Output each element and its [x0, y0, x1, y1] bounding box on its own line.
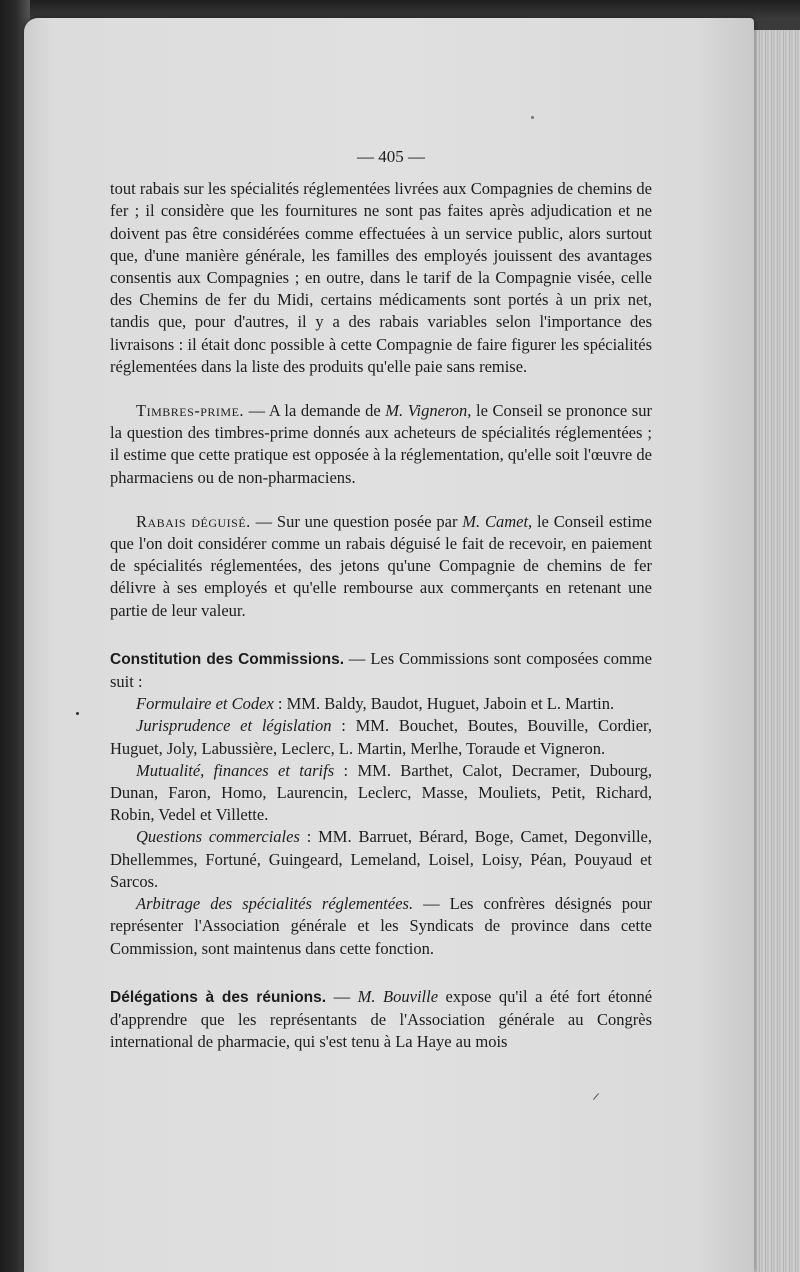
book-page [24, 18, 754, 1272]
paragraph-rabais-compagnies: tout rabais sur les spécialités réglementées livrées aux Compagnies de chemins de fer ; il considère que les fournitures ne sont pas faites après adjudication et ne doivent pas être considérées comme effectuées à un service public, alors surtout que, d'une manière générale, les familles des employés jouissent des avantages consentis aux Compagnies ; en outre, dans le tarif de la Compagnie visée, celle des Chemins de fer du Midi, certains médicaments sont portés à un prix net, tandis que, pour d'autres, il y a des rabais variables selon l'importance des livraisons : il était donc possible à cette Compagnie de faire figurer les spécialités réglementées dans la liste des produits qu'elle paie sans remise. [110, 179, 652, 376]
section-rabais-deguise [110, 511, 652, 622]
page-number: — 405 — [357, 147, 425, 166]
commission-item [110, 893, 652, 960]
section-delegations [110, 986, 652, 1054]
section-heading-timbres-prime: Timbres-prime. [136, 401, 245, 421]
timbres-person-name: M. Vigneron, [385, 401, 472, 421]
page-content [110, 146, 652, 1053]
rabais-text-before: — Sur une question posée par [250, 511, 463, 531]
commission-item [110, 760, 652, 827]
section-constitution-commissions [110, 648, 652, 693]
section-heading-constitution: Constitution des Commissions. [110, 650, 345, 668]
rabais-person-name: M. Camet, [462, 511, 533, 531]
pencil-mark [593, 1093, 599, 1100]
margin-mark [76, 712, 79, 715]
commission-label: Arbitrage des spécialités réglementées. [136, 894, 414, 914]
delegations-person-name: M. Bouville [357, 986, 439, 1006]
commission-item [110, 826, 652, 893]
commission-label: Mutualité, finances et tarifs [136, 760, 335, 780]
commission-members: : MM. Barthet, Calot, Decramer, Dubourg, Dunan, Faron, Homo, Laurencin, Leclerc, Masse, Mouliets, Petit, Richard, Robin, Vedel et Villette. [110, 760, 652, 825]
commission-members: — Les confrères désignés pour représenter l'Association générale et les Syndicats de province dans cette Commission, sont maintenus dans cette fonction. [110, 894, 652, 958]
commission-label: Jurisprudence et législation [136, 716, 332, 736]
commission-label: Formulaire et Codex [136, 694, 274, 714]
delegations-text-after: expose qu'il a été fort étonné d'apprendre que les représentants de l'Association générale au Congrès international de pharmacie, qui s'est tenu à La Haye au mois [110, 986, 653, 1052]
section-timbres-prime [110, 400, 652, 489]
commission-label: Questions commerciales [136, 827, 300, 847]
commission-members: : MM. Baldy, Baudot, Huguet, Jaboin et L. Martin. [273, 694, 615, 714]
commission-item [110, 715, 652, 759]
section-heading-rabais-deguise: Rabais déguisé. [136, 511, 251, 531]
commission-item [110, 693, 652, 715]
timbres-text-before: — A la demande de [244, 401, 386, 421]
commission-members: : MM. Bouchet, Boutes, Bouville, Cordier, Huguet, Joly, Labussière, Leclerc, L. Martin, Merlhe, Toraude et Vigneron. [110, 716, 653, 758]
scan-background-top [0, 0, 800, 20]
constitution-intro: — Les Commissions sont composées comme suit : [110, 648, 653, 692]
delegations-text-before: — [326, 986, 358, 1006]
section-heading-delegations: Délégations à des réunions. [110, 988, 327, 1006]
timbres-text-after: le Conseil se prononce sur la question des timbres-prime donnés aux acheteurs de spécialités réglementées ; il estime que cette pratique est opposée à la réglementation, qu'elle soit l'œuvre de pharmaciens ou de non-pharmaciens. [110, 401, 652, 487]
rabais-text-after: le Conseil estime que l'on doit considérer comme un rabais déguisé le fait de recevoir, en paiement de spécialités réglementées, des jetons qu'une Compagnie de chemins de fer délivre à ses employés et qu'elle rembourse aux commerçants en retenant une partie de leur valeur. [110, 511, 652, 620]
book-page-edges [748, 30, 800, 1272]
commission-members: : MM. Barruet, Bérard, Boge, Camet, Degonville, Dhellemmes, Fortuné, Guingeard, Lemeland, Loisel, Loisy, Péan, Pouyaud et Sarcos. [110, 827, 652, 891]
paper-speck [531, 116, 534, 119]
